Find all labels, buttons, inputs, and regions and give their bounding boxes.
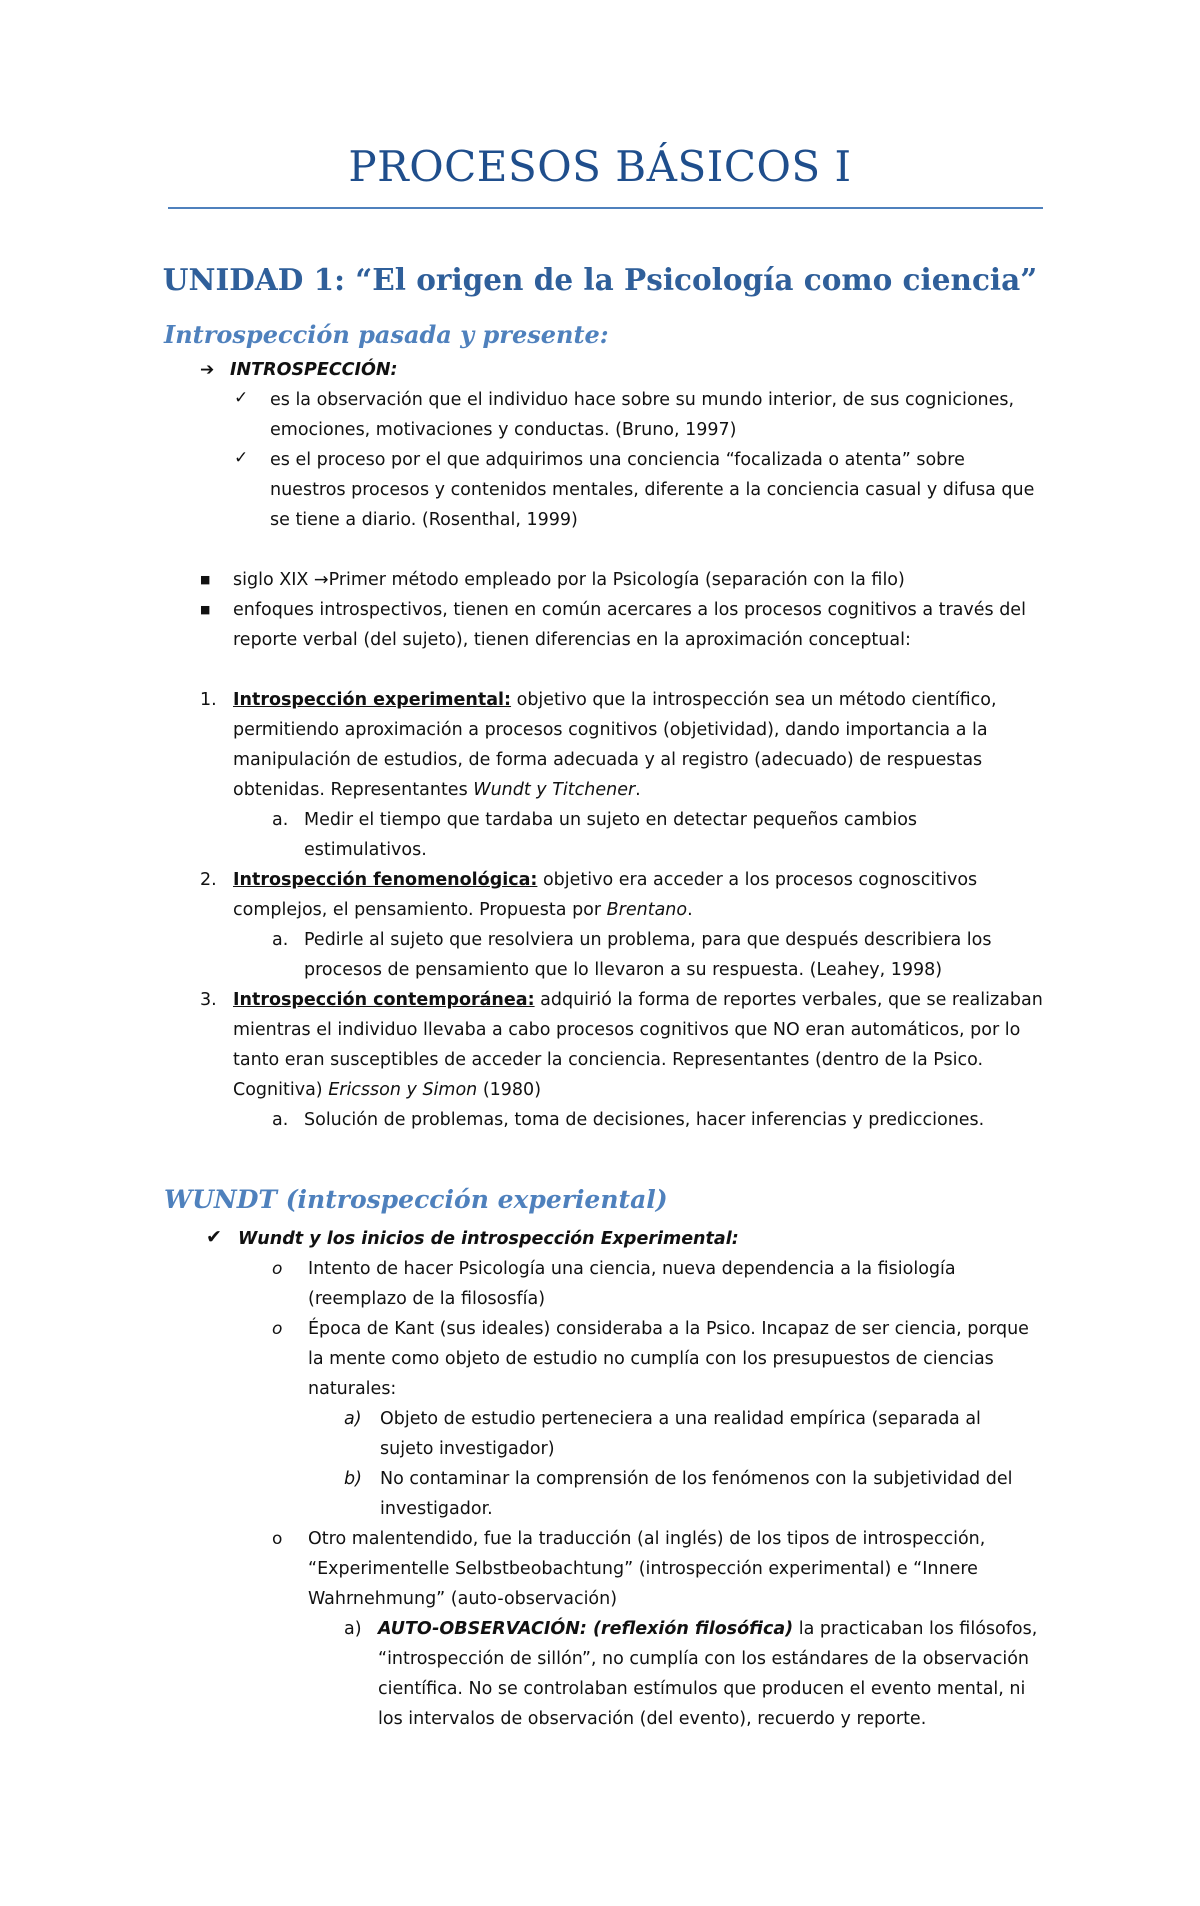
title-underline — [168, 207, 1043, 209]
check-item-1-line-2: emociones, motivaciones y conductas. (Bruno, 1997) — [270, 420, 737, 440]
sub-item-line-2: procesos de pensamiento que lo llevaron a su respuesta. (Leahey, 1998) — [304, 960, 943, 980]
o-item-1-line-2: (reemplazo de la filososfía) — [308, 1289, 546, 1309]
circle-bullet-icon: o — [272, 1259, 283, 1279]
check-item-2-line-2: nuestros procesos y contenidos mentales, diferente a la conciencia casual y difusa que — [270, 480, 1035, 500]
o-item-3-line-2: “Experimentelle Selbstbeobachtung” (introspección experimental) e “Innere — [308, 1559, 978, 1579]
square-bullet-icon: ■ — [200, 603, 211, 616]
list-item-3-line-2: mientras el individuo llevaba a cabo procesos cognitivos que NO eran automáticos, por lo — [233, 1020, 1021, 1040]
sub-item-line-1: Medir el tiempo que tardaba un sujeto en detectar pequeños cambios — [304, 810, 918, 830]
o-item-1-line-1: Intento de hacer Psicología una ciencia, nueva dependencia a la fisiología — [308, 1259, 956, 1279]
list-item-1-line-2: permitiendo aproximación a procesos cognitivos (objetividad), dando importancia a la — [233, 720, 988, 740]
auto-observacion-line-4: los intervalos de observación (del evento), recuerdo y reporte. — [378, 1709, 927, 1729]
bullet-enfoques-line-1: enfoques introspectivos, tienen en común acercares a los procesos cognitivos a través del — [233, 600, 1026, 620]
list-item-2-line-2: complejos, el pensamiento. Propuesta por Brentano. — [233, 900, 693, 920]
section-heading-wundt: WUNDT (introspección experiental) — [164, 1185, 668, 1214]
auto-observacion-line-1: AUTO-OBSERVACIÓN: (reflexión filosófica) la practicaban los filósofos, — [378, 1619, 1038, 1639]
sub-item-line-1: Solución de problemas, toma de decisiones, hacer inferencias y predicciones. — [304, 1110, 985, 1130]
list-marker: 2. — [200, 870, 217, 890]
list-item-1-line-1: Introspección experimental: objetivo que la introspección sea un método científico, — [233, 690, 997, 710]
check-item-1-line-1: es la observación que el individuo hace sobre su mundo interior, de sus cogniciones, — [270, 390, 1015, 410]
o-item-2-line-1: Época de Kant (sus ideales) consideraba a la Psico. Incapaz de ser ciencia, porque — [308, 1319, 1029, 1339]
introspeccion-label: INTROSPECCIÓN: — [230, 360, 398, 380]
lettered-item-a-line-1: Objeto de estudio perteneciera a una realidad empírica (separada al — [380, 1409, 981, 1429]
list-item-3-line-4: Cognitiva) Ericsson y Simon (1980) — [233, 1080, 542, 1100]
list-item-1-line-3: manipulación de estudios, de forma adecuada y al registro (adecuado) de respuestas — [233, 750, 983, 770]
check-icon: ✓ — [234, 448, 249, 468]
bullet-siglo-xix: siglo XIX →Primer método empleado por la Psicología (separación con la filo) — [233, 570, 905, 590]
list-item-3-line-3: tanto eran susceptibles de acceder la conciencia. Representantes (dentro de la Psico. — [233, 1050, 984, 1070]
o-item-3-line-1: Otro malentendido, fue la traducción (al inglés) de los tipos de introspección, — [308, 1529, 986, 1549]
sub-item-line-2: estimulativos. — [304, 840, 427, 860]
arrow-icon: ➔ — [200, 360, 215, 380]
list-item-2-line-1: Introspección fenomenológica: objetivo era acceder a los procesos cognoscitivos — [233, 870, 978, 890]
list-item-3-line-1: Introspección contemporánea: adquirió la forma de reportes verbales, que se realizaban — [233, 990, 1043, 1010]
sub-marker: a. — [272, 930, 289, 950]
lettered-item-a-line-2: sujeto investigador) — [380, 1439, 555, 1459]
unit-heading: UNIDAD 1: “El origen de la Psicología como ciencia” — [162, 262, 1038, 297]
list-item-1-line-4: obtenidas. Representantes Wundt y Titchener. — [233, 780, 641, 800]
auto-observacion-line-2: “introspección de sillón”, no cumplía con los estándares de la observación — [378, 1649, 1029, 1669]
o-item-3-line-3: Wahrnehmung” (auto-observación) — [308, 1589, 618, 1609]
bullet-enfoques-line-2: reporte verbal (del sujeto), tienen diferencias en la aproximación conceptual: — [233, 630, 911, 650]
section-heading-introspeccion: Introspección pasada y presente: — [164, 320, 609, 349]
auto-observacion-line-3: científica. No se controlaban estímulos que producen el evento mental, ni — [378, 1679, 1026, 1699]
lettered-marker: b) — [344, 1469, 362, 1489]
square-bullet-icon: ■ — [200, 573, 211, 586]
check-item-2-line-1: es el proceso por el que adquirimos una conciencia “focalizada o atenta” sobre — [270, 450, 965, 470]
circle-bullet-icon: o — [272, 1529, 283, 1549]
list-marker: 3. — [200, 990, 217, 1010]
check-icon: ✔ — [206, 1226, 222, 1248]
sub-marker: a. — [272, 810, 289, 830]
wundt-subheading: Wundt y los inicios de introspección Experimental: — [238, 1229, 739, 1249]
sub-item-line-1: Pedirle al sujeto que resolviera un problema, para que después describiera los — [304, 930, 992, 950]
arrow-icon: → — [313, 570, 329, 590]
o-item-2-line-3: naturales: — [308, 1379, 397, 1399]
check-icon: ✓ — [234, 388, 249, 408]
o-item-2-line-2: la mente como objeto de estudio no cumplía con los presupuestos de ciencias — [308, 1349, 994, 1369]
sub-marker: a. — [272, 1110, 289, 1130]
lettered-item-b-line-1: No contaminar la comprensión de los fenómenos con la subjetividad del — [380, 1469, 1013, 1489]
check-item-2-line-3: se tiene a diario. (Rosenthal, 1999) — [270, 510, 578, 530]
circle-bullet-icon: o — [272, 1319, 283, 1339]
page-title: PROCESOS BÁSICOS I — [348, 142, 852, 191]
lettered-marker: a) — [344, 1619, 362, 1639]
list-marker: 1. — [200, 690, 217, 710]
lettered-item-b-line-2: investigador. — [380, 1499, 493, 1519]
lettered-marker: a) — [344, 1409, 362, 1429]
